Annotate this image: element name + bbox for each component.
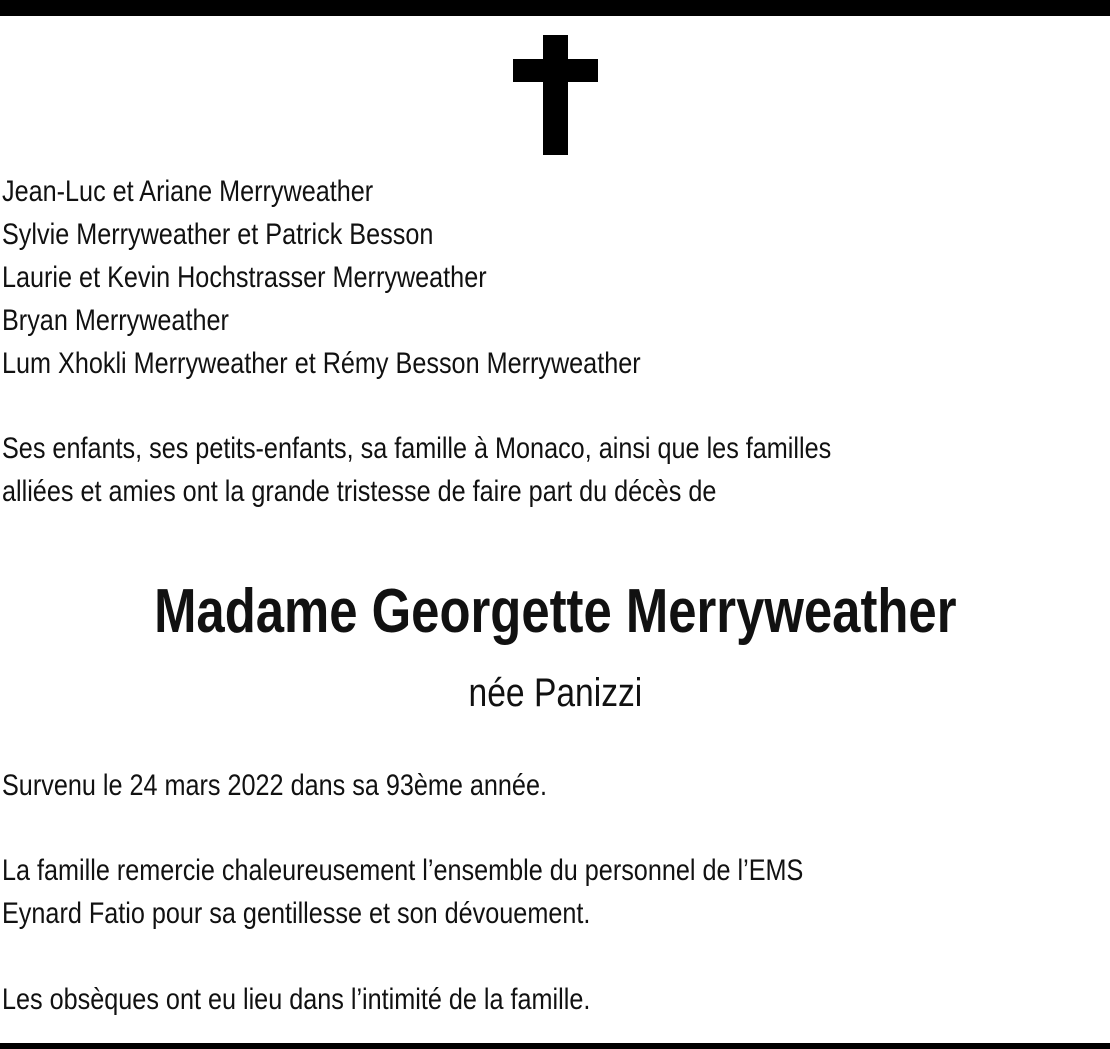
intro-line: Ses enfants, ses petits-enfants, sa famille à Monaco, ainsi que les familles bbox=[2, 432, 832, 465]
thanks-word: l’ensemble bbox=[422, 854, 543, 887]
bottom-border bbox=[0, 1043, 1110, 1049]
deceased-name bbox=[0, 572, 1110, 652]
family-line: Laurie et Kevin Hochstrasser Merryweather bbox=[2, 261, 487, 294]
thanks-word: La bbox=[2, 854, 31, 887]
thanks-word: de bbox=[702, 854, 731, 887]
announcement-intro bbox=[2, 427, 931, 513]
thanks-word: famille bbox=[37, 854, 110, 887]
family-line: Bryan Merryweather bbox=[2, 304, 229, 337]
maiden-name bbox=[0, 666, 1110, 720]
family-line: Lum Xhokli Merryweather et Rémy Besson Merryweather bbox=[2, 347, 641, 380]
family-line: Jean-Luc et Ariane Merryweather bbox=[2, 175, 374, 208]
thanks-line-2: Eynard Fatio pour sa gentillesse et son dévouement. bbox=[2, 897, 591, 930]
family-line: Sylvie Merryweather et Patrick Besson bbox=[2, 218, 434, 251]
maiden-name-text: née Panizzi bbox=[468, 671, 642, 715]
thanks-word: chaleureusement bbox=[221, 854, 416, 887]
deceased-name-text: Madame Georgette Merryweather bbox=[153, 577, 957, 646]
thanks-word: remercie bbox=[116, 854, 215, 887]
funeral-note bbox=[2, 978, 931, 1021]
family-list bbox=[2, 170, 931, 385]
funeral-note-text: Les obsèques ont eu lieu dans l’intimité de la famille. bbox=[2, 983, 591, 1016]
thanks-word: du bbox=[549, 854, 578, 887]
thanks-line-1 bbox=[2, 849, 1107, 892]
top-border bbox=[0, 0, 1110, 16]
cross-icon bbox=[513, 35, 598, 155]
thanks-word: l’EMS bbox=[737, 854, 804, 887]
thanks-word: personnel bbox=[584, 854, 696, 887]
intro-line: alliées et amies ont la grande tristesse de faire part du décès de bbox=[2, 475, 717, 508]
date-of-death bbox=[2, 764, 931, 807]
date-of-death-text: Survenu le 24 mars 2022 dans sa 93ème année. bbox=[2, 769, 547, 802]
thanks-paragraph bbox=[2, 849, 931, 935]
